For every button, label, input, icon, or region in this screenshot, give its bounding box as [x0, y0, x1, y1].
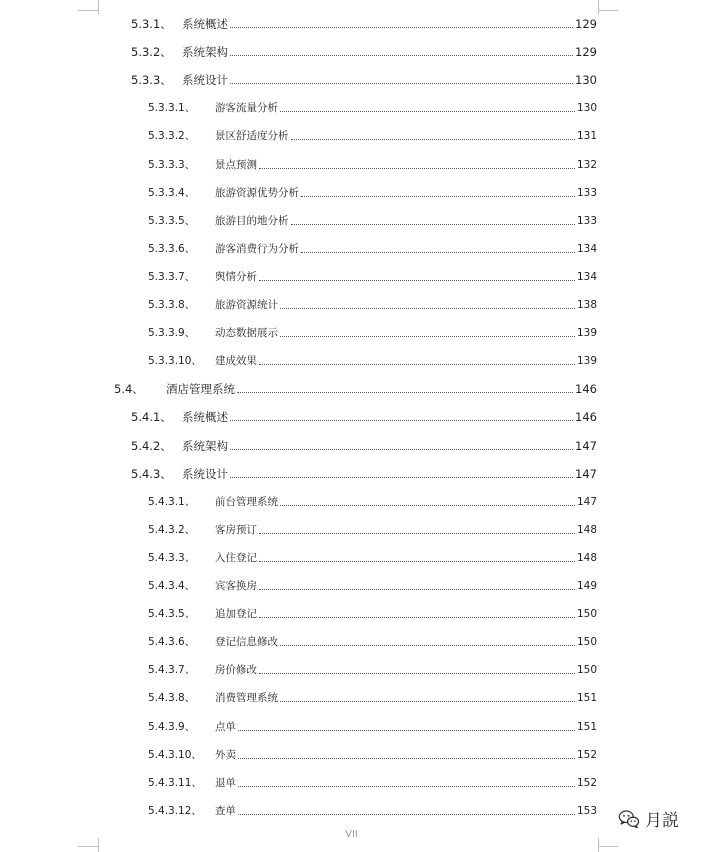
toc-entry-number: 5.3.3.5、	[148, 215, 196, 227]
toc-entry[interactable]	[148, 100, 597, 116]
toc-entry-title: 系统设计	[182, 467, 228, 481]
toc-entry-title: 前台管理系统	[215, 496, 278, 508]
toc-leader-dots	[230, 477, 573, 478]
toc-entry-page: 153	[576, 805, 597, 817]
toc-leader-dots	[230, 55, 573, 56]
toc-entry-title: 入住登记	[215, 552, 257, 564]
toc-entry-number: 5.3.3.4、	[148, 187, 196, 199]
toc-entry-title: 系统架构	[182, 439, 228, 453]
toc-entry[interactable]	[148, 550, 597, 566]
toc-entry-number: 5.3.3.7、	[148, 271, 196, 283]
toc-leader-dots	[280, 336, 575, 337]
toc-entry-number: 5.4.3.12、	[148, 805, 202, 817]
toc-entry-page: 139	[576, 327, 597, 339]
toc-leader-dots	[237, 392, 573, 393]
toc-entry-title: 系统概述	[182, 17, 228, 31]
crop-mark	[78, 846, 98, 847]
toc-entry-page: 134	[576, 271, 597, 283]
toc-entry[interactable]	[148, 719, 597, 735]
toc-entry-title: 系统设计	[182, 73, 228, 87]
toc-entry-page: 150	[576, 664, 597, 676]
toc-entry-title: 外卖	[215, 749, 236, 761]
toc-entry-title: 宾客换房	[215, 580, 257, 592]
toc-entry-number: 5.3.3.9、	[148, 327, 196, 339]
toc-entry-page: 130	[575, 73, 597, 87]
toc-entry-title: 消费管理系统	[215, 692, 278, 704]
toc-entry[interactable]	[148, 747, 597, 763]
toc-entry-page: 131	[576, 130, 597, 142]
toc-leader-dots	[230, 420, 573, 421]
toc-entry-page: 151	[576, 721, 597, 733]
toc-entry-page: 151	[576, 692, 597, 704]
toc-entry[interactable]	[148, 128, 597, 144]
toc-entry[interactable]	[148, 803, 597, 819]
wechat-icon	[618, 809, 640, 829]
toc-entry-title: 旅游资源统计	[215, 299, 278, 311]
toc-entry-title: 客房预订	[215, 524, 257, 536]
toc-entry-page: 148	[576, 524, 597, 536]
toc-entry-number: 5.4.2、	[131, 439, 172, 453]
toc-entry[interactable]	[148, 522, 597, 538]
toc-entry[interactable]	[148, 213, 597, 229]
toc-leader-dots	[301, 196, 575, 197]
toc-entry-title: 动态数据展示	[215, 327, 278, 339]
toc-entry-title: 退单	[215, 777, 236, 789]
toc-leader-dots	[280, 111, 575, 112]
toc-entry-title: 房价修改	[215, 664, 257, 676]
toc-entry-number: 5.4.3.3、	[148, 552, 196, 564]
toc-entry[interactable]	[148, 606, 597, 622]
toc-entry-page: 139	[576, 355, 597, 367]
toc-entry-title: 游客消费行为分析	[215, 243, 299, 255]
toc-entry-title: 系统架构	[182, 45, 228, 59]
toc-leader-dots	[291, 224, 575, 225]
toc-leader-dots	[238, 786, 575, 787]
toc-entry-number: 5.3.2、	[131, 45, 172, 59]
toc-entry-number: 5.4.3、	[131, 467, 172, 481]
toc-entry[interactable]	[131, 44, 597, 60]
toc-entry-page: 147	[575, 439, 597, 453]
toc-entry-title: 旅游资源优势分析	[215, 187, 299, 199]
toc-entry-title: 追加登记	[215, 608, 257, 620]
toc-leader-dots	[259, 364, 575, 365]
page-number: VII	[345, 829, 358, 840]
toc-leader-dots	[238, 814, 575, 815]
toc-entry[interactable]	[131, 16, 597, 32]
toc-entry[interactable]	[148, 662, 597, 678]
toc-entry-title: 建成效果	[215, 355, 257, 367]
toc-entry-page: 133	[576, 215, 597, 227]
toc-entry-number: 5.4.3.6、	[148, 636, 196, 648]
toc-entry[interactable]	[148, 241, 597, 257]
toc-entry-page: 146	[575, 382, 597, 396]
toc-entry-page: 129	[575, 45, 597, 59]
crop-mark	[598, 10, 618, 11]
toc-entry[interactable]	[131, 409, 597, 425]
toc-leader-dots	[230, 83, 573, 84]
toc-leader-dots	[259, 561, 575, 562]
toc-entry-page: 147	[575, 467, 597, 481]
toc-entry-number: 5.3.3、	[131, 73, 172, 87]
toc-entry-page: 150	[576, 636, 597, 648]
toc-leader-dots	[230, 449, 573, 450]
toc-entry[interactable]	[148, 634, 597, 650]
toc-entry-number: 5.4.3.1、	[148, 496, 196, 508]
crop-mark	[598, 0, 599, 14]
toc-entry-page: 147	[576, 496, 597, 508]
toc-entry-number: 5.4.3.7、	[148, 664, 196, 676]
toc-leader-dots	[259, 533, 575, 534]
toc-leader-dots	[259, 673, 575, 674]
toc-entry-page: 148	[576, 552, 597, 564]
crop-mark	[98, 838, 99, 852]
toc-entry[interactable]	[131, 72, 597, 88]
toc-leader-dots	[301, 252, 575, 253]
toc-entry-title: 游客流量分析	[215, 102, 278, 114]
watermark-text: 月説	[645, 811, 679, 831]
toc-entry[interactable]	[148, 578, 597, 594]
toc-leader-dots	[259, 280, 575, 281]
toc-entry-number: 5.4.1、	[131, 410, 172, 424]
toc-entry-title: 点单	[215, 721, 236, 733]
toc-entry-title: 酒店管理系统	[166, 382, 235, 396]
toc-entry-page: 152	[576, 777, 597, 789]
toc-entry-page: 149	[576, 580, 597, 592]
toc-entry[interactable]	[148, 353, 597, 369]
toc-entry-title: 查单	[215, 805, 236, 817]
toc-leader-dots	[280, 505, 575, 506]
toc-entry-title: 景区舒适度分析	[215, 130, 289, 142]
toc-entry-number: 5.3.3.2、	[148, 130, 196, 142]
toc-entry-number: 5.4、	[114, 382, 144, 396]
toc-entry-number: 5.4.3.9、	[148, 721, 196, 733]
toc-entry-number: 5.4.3.10、	[148, 749, 202, 761]
crop-mark	[598, 846, 618, 847]
toc-entry-number: 5.4.3.11、	[148, 777, 202, 789]
toc-entry[interactable]	[131, 438, 597, 454]
toc-entry-number: 5.4.3.2、	[148, 524, 196, 536]
toc-entry-title: 旅游目的地分析	[215, 215, 289, 227]
toc-entry[interactable]	[148, 690, 597, 706]
toc-leader-dots	[280, 645, 575, 646]
crop-mark	[78, 10, 98, 11]
toc-entry[interactable]	[148, 297, 597, 313]
toc-entry-title: 舆情分析	[215, 271, 257, 283]
toc-entry-title: 景点预测	[215, 159, 257, 171]
toc-entry-title: 登记信息修改	[215, 636, 278, 648]
toc-leader-dots	[238, 730, 575, 731]
toc-entry-page: 152	[576, 749, 597, 761]
crop-mark	[98, 0, 99, 14]
toc-entry[interactable]	[148, 157, 597, 173]
toc-entry[interactable]	[148, 185, 597, 201]
toc-entry-page: 150	[576, 608, 597, 620]
toc-entry-number: 5.4.3.5、	[148, 608, 196, 620]
crop-mark	[598, 838, 599, 852]
toc-leader-dots	[259, 168, 575, 169]
toc-entry-page: 132	[576, 159, 597, 171]
toc-leader-dots	[280, 308, 575, 309]
toc-entry-page: 133	[576, 187, 597, 199]
watermark	[618, 806, 679, 831]
toc-entry[interactable]	[148, 494, 597, 510]
toc-entry[interactable]	[114, 381, 597, 397]
toc-entry[interactable]	[148, 269, 597, 285]
toc-entry-number: 5.3.3.6、	[148, 243, 196, 255]
toc-leader-dots	[259, 589, 575, 590]
toc-entry-title: 系统概述	[182, 410, 228, 424]
toc-entry-number: 5.3.1、	[131, 17, 172, 31]
toc-entry-page: 138	[576, 299, 597, 311]
toc-leader-dots	[291, 139, 575, 140]
toc-entry[interactable]	[148, 775, 597, 791]
toc-entry[interactable]	[148, 325, 597, 341]
toc-entry-number: 5.4.3.4、	[148, 580, 196, 592]
toc-entry-number: 5.3.3.3、	[148, 159, 196, 171]
toc-entry-number: 5.3.3.8、	[148, 299, 196, 311]
toc-entry-number: 5.3.3.1、	[148, 102, 196, 114]
toc-leader-dots	[230, 27, 573, 28]
toc-entry-page: 129	[575, 17, 597, 31]
toc-leader-dots	[259, 617, 575, 618]
toc-leader-dots	[280, 701, 575, 702]
toc-entry-page: 130	[576, 102, 597, 114]
toc-leader-dots	[238, 758, 575, 759]
toc-entry-page: 134	[576, 243, 597, 255]
toc-entry[interactable]	[131, 466, 597, 482]
toc-entry-number: 5.4.3.8、	[148, 692, 196, 704]
toc-entry-page: 146	[575, 410, 597, 424]
toc-entry-number: 5.3.3.10、	[148, 355, 202, 367]
